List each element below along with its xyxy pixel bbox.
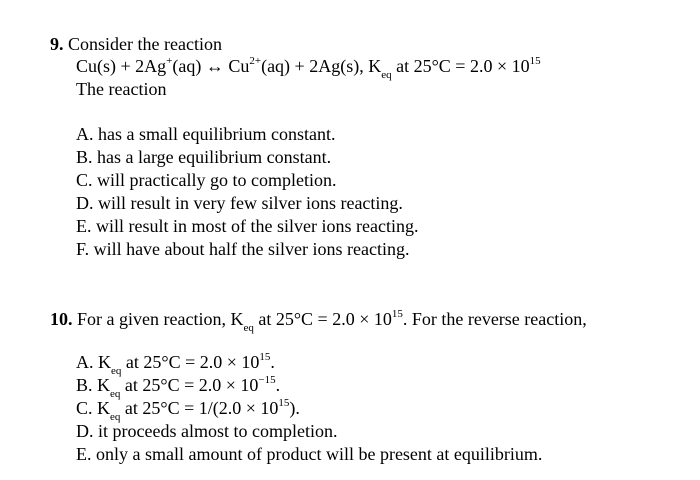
- option-subscript: eq: [110, 387, 121, 400]
- option-part: at 25°C = 1/(2.0 × 10: [120, 398, 279, 418]
- option-subscript: eq: [111, 364, 122, 377]
- question-9-equation: [76, 55, 541, 81]
- prompt-part: at 25°C = 2.0 × 10: [253, 309, 392, 329]
- equation-part: Cu(s) + 2Ag: [76, 56, 167, 76]
- option-part: A. K: [76, 352, 111, 372]
- equation-subscript: eq: [381, 68, 392, 81]
- equation-part: at 25°C = 2.0 × 10: [391, 56, 530, 76]
- option-part: .: [275, 375, 281, 395]
- option-superscript: −15: [258, 374, 276, 386]
- equation-part: (aq) + 2Ag(s), K: [261, 56, 382, 76]
- question-9-stem: The reaction: [76, 79, 167, 99]
- question-10-number: 10.: [50, 309, 73, 329]
- question-9-option-b: B. has a large equilibrium constant.: [76, 147, 332, 167]
- question-9-option-e: E. will result in most of the silver ions reacting.: [76, 216, 419, 236]
- equation-superscript: +: [166, 55, 173, 67]
- question-9-option-d: D. will result in very few silver ions reacting.: [76, 193, 403, 213]
- option-part: .: [270, 352, 275, 372]
- question-9-option-c: C. will practically go to completion.: [76, 170, 337, 190]
- prompt-part: . For the reverse reaction,: [402, 309, 587, 329]
- prompt-superscript: 15: [391, 308, 403, 320]
- question-9-option-a: A. has a small equilibrium constant.: [76, 124, 336, 144]
- prompt-part: For a given reaction, K: [77, 309, 244, 329]
- question-10-option-c: [76, 397, 300, 423]
- option-superscript: 15: [278, 397, 290, 409]
- question-9-prompt: [50, 33, 222, 55]
- question-10-option-d: D. it proceeds almost to completion.: [76, 421, 338, 441]
- question-10-option-b: [76, 374, 281, 400]
- option-part: at 25°C = 2.0 × 10: [120, 375, 259, 395]
- option-part: B. K: [76, 375, 111, 395]
- equation-superscript: 2+: [249, 55, 262, 67]
- equation-part: (aq) ↔ Cu: [172, 56, 250, 76]
- question-9-text: Consider the reaction: [68, 34, 222, 54]
- option-superscript: 15: [259, 351, 271, 363]
- question-9-option-f: F. will have about half the silver ions reacting.: [76, 239, 410, 259]
- option-part: C. K: [76, 398, 111, 418]
- question-10-prompt: [50, 308, 587, 334]
- question-9-number: 9.: [50, 34, 64, 54]
- question-10-option-e: E. only a small amount of product will be present at equilibrium.: [76, 444, 543, 464]
- option-part: at 25°C = 2.0 × 10: [121, 352, 260, 372]
- option-subscript: eq: [110, 410, 121, 423]
- question-10-option-a: [76, 351, 275, 377]
- equation-superscript: 15: [529, 55, 541, 67]
- option-part: ).: [289, 398, 300, 418]
- prompt-subscript: eq: [243, 321, 254, 334]
